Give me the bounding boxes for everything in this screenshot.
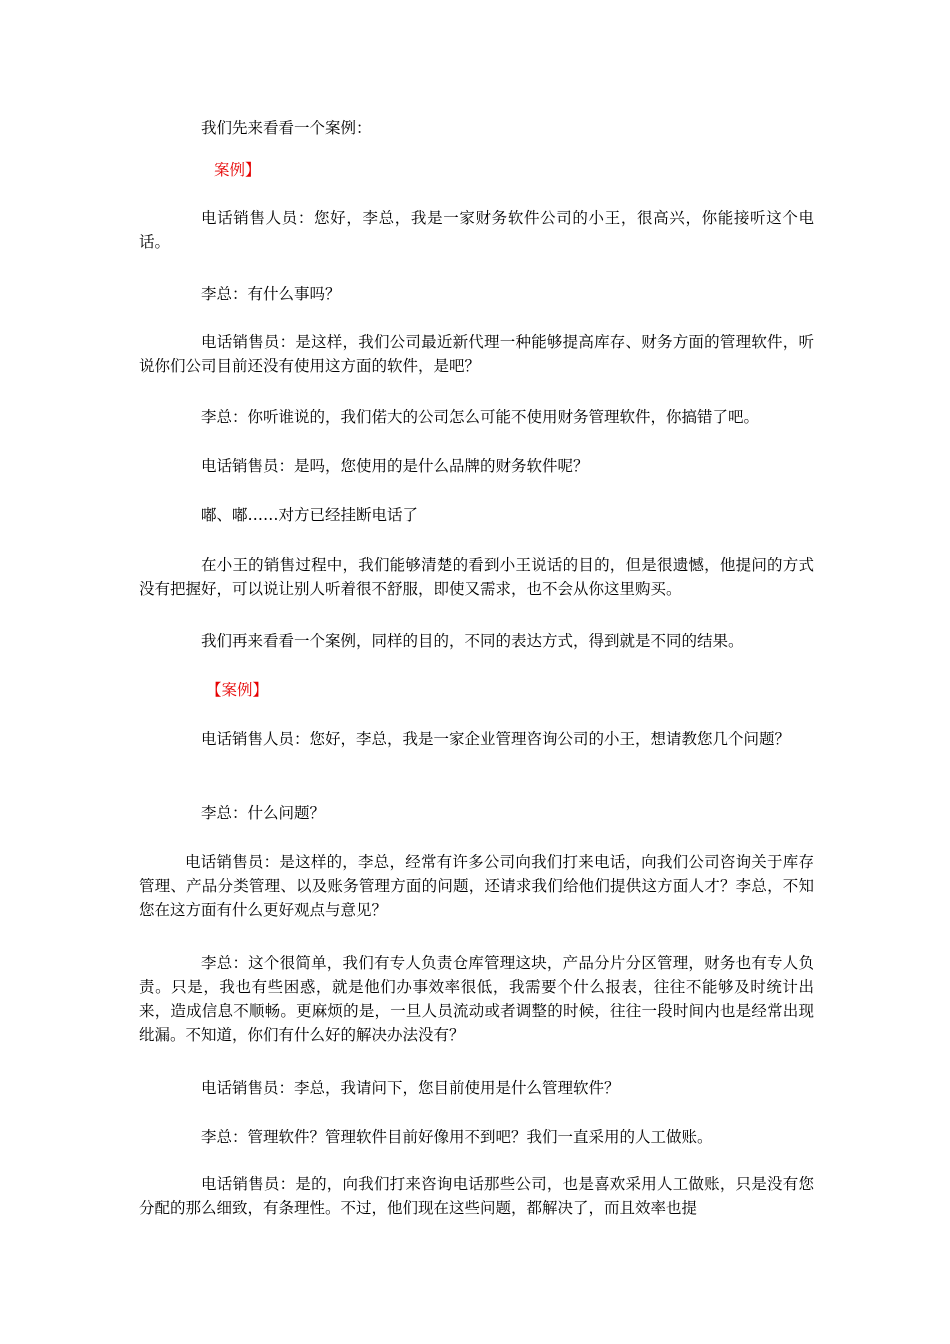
analysis-paragraph: 在小王的销售过程中，我们能够清楚的看到小王说话的目的，但是很遗憾，他提问的方式没有把握好，可以说让别人听着很不舒服，即使又需求，也不会从你这里购买。 — [139, 556, 814, 598]
dialogue-paragraph: 电话销售员：是吗，您使用的是什么品牌的财务软件呢？ — [201, 457, 589, 475]
dialogue-paragraph: 李总：什么问题？ — [201, 804, 326, 822]
dialogue-paragraph: 李总：管理软件？管理软件目前好像用不到吧？我们一直采用的人工做账。 — [201, 1128, 713, 1146]
dialogue-paragraph: 李总：这个很简单，我们有专人负责仓库管理这块，产品分片分区管理，财务也有专人负责。只是，我也有些困惑，就是他们办事效率很低，我需要个什么报表，往往不能够及时统计出来，造成信息不顺畅。更麻烦的是，一旦人员流动或者调整的时候，往往一段时间内也是经常出现纰漏。不知道，你们有什么好的解决办法没有？ — [139, 954, 814, 1044]
dialogue-paragraph: 李总：有什么事吗？ — [201, 285, 341, 303]
dialogue-paragraph: 李总：你听谁说的，我们偌大的公司怎么可能不使用财务管理软件，你搞错了吧。 — [201, 408, 760, 426]
case-heading-2: 【案例】 — [206, 681, 269, 699]
dialogue-paragraph: 电话销售员：李总，我请问下，您目前使用是什么管理软件？ — [201, 1079, 620, 1097]
dialogue-paragraph: 电话销售员：是这样，我们公司最近新代理一种能够提高库存、财务方面的管理软件，听说你们公司目前还没有使用这方面的软件，是吧？ — [139, 333, 814, 375]
dialogue-paragraph: 电话销售员：是这样的，李总，经常有许多公司向我们打来电话，向我们公司咨询关于库存管理、产品分类管理、以及账务管理方面的问题，还请求我们给他们提供这方面人才？李总，不知您在这方面有什么更好观点与意见？ — [139, 853, 814, 919]
dialogue-paragraph: 电话销售员：是的，向我们打来咨询电话那些公司，也是喜欢采用人工做账，只是没有您分配的那么细致，有条理性。不过，他们现在这些问题，都解决了，而且效率也提 — [139, 1175, 814, 1217]
dialogue-paragraph: 电话销售人员：您好，李总，我是一家企业管理咨询公司的小王，想请教您几个问题？ — [201, 730, 791, 748]
narration-paragraph: 嘟、嘟……对方已经挂断电话了 — [201, 506, 419, 524]
dialogue-paragraph: 电话销售人员：您好，李总，我是一家财务软件公司的小王，很高兴，你能接听这个电话。 — [139, 209, 814, 251]
intro-paragraph: 我们先来看看一个案例： — [201, 119, 372, 137]
transition-paragraph: 我们再来看看一个案例，同样的目的，不同的表达方式，得到就是不同的结果。 — [201, 632, 744, 650]
case-heading-1: 案例】 — [214, 161, 261, 179]
